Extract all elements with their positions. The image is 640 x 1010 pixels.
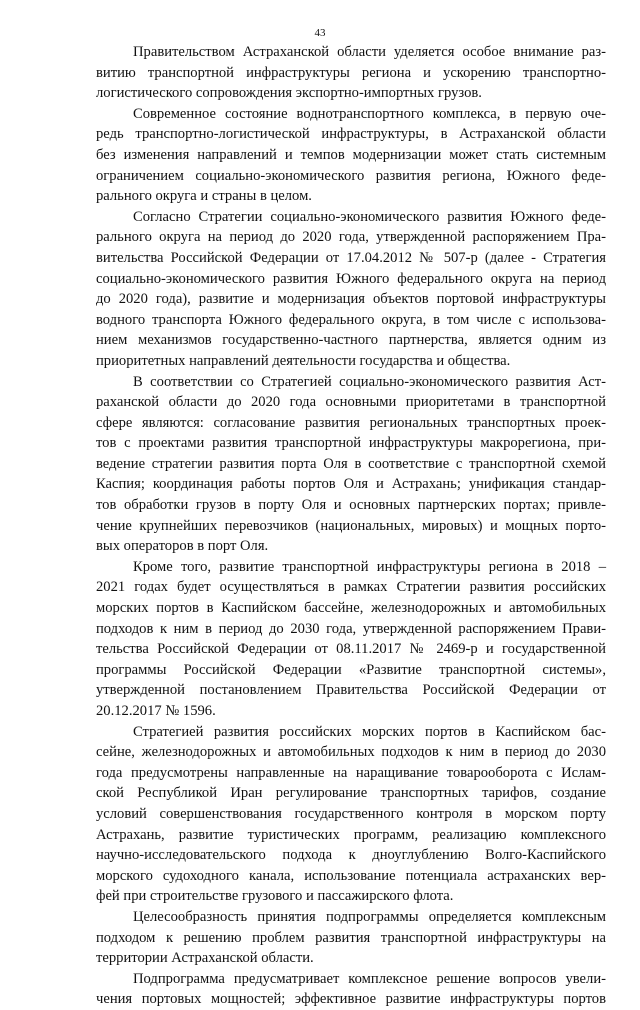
paragraph-line: сфере являются: согласование развития региональных транспортных проек- bbox=[96, 414, 606, 431]
paragraph-line: Стратегией развития российских морских портов в Каспийском бас- bbox=[133, 723, 606, 740]
paragraph-line: ведение стратегии развития порта Оля в соответствие с транспортной схемой bbox=[96, 455, 606, 472]
paragraph bbox=[96, 42, 606, 104]
paragraph-line: социально-экономического развития Южного федерального округа на период bbox=[96, 270, 606, 287]
paragraph-line: подходов к ним в период до 2030 года, утвержденной распоряжением Прави- bbox=[96, 620, 606, 637]
paragraph-line: Астрахань, развитие туристических программ, реализацию комплексного bbox=[96, 826, 606, 843]
paragraph-line: вительства Российской Федерации от 17.04.2012 № 507-р (далее - Стратегия bbox=[96, 249, 606, 266]
paragraph-line: раханской области до 2020 года основными приоритетами в транспортной bbox=[96, 394, 606, 411]
paragraph bbox=[96, 722, 606, 907]
paragraph-line: вых операторов в порт Оля. bbox=[96, 538, 269, 555]
paragraph-line: условий совершенствования государственного контроля в морском порту bbox=[96, 805, 606, 822]
paragraph bbox=[96, 907, 606, 969]
paragraph-line: тов с проектами развития транспортной инфраструктуры макрорегиона, при- bbox=[96, 435, 606, 452]
paragraph-line: тельства Российской Федерации от 08.11.2017 № 2469-р и государственной bbox=[96, 641, 606, 658]
paragraph bbox=[96, 104, 606, 207]
paragraph-line: года предусмотрены направленные на наращивание товарооборота с Ислам- bbox=[96, 764, 606, 781]
paragraph bbox=[96, 372, 606, 557]
paragraph-line: Подпрограмма предусматривает комплексное решение вопросов увели- bbox=[133, 970, 606, 987]
paragraph-line: водного транспорта Южного федерального округа, в том числе с использова- bbox=[96, 311, 606, 328]
paragraph-line: 20.12.2017 № 1596. bbox=[96, 703, 216, 719]
paragraph-line: до 2020 года), развитие и модернизация объектов портовой инфраструктуры bbox=[96, 291, 606, 308]
paragraph-line: 2021 годах будет осуществляться в рамках Стратегии развития российских bbox=[96, 579, 606, 596]
paragraph bbox=[96, 969, 606, 1010]
paragraph-line: Современное состояние воднотранспортного комплекса, в первую оче- bbox=[133, 105, 606, 122]
paragraph-line: Каспия; координация работы портов Оля и Астрахань; унификация стандар- bbox=[96, 476, 606, 493]
paragraph-line: ограничением социально-экономического развития региона, Южного феде- bbox=[96, 167, 606, 184]
paragraph-line: чения портовых мощностей; эффективное развитие инфраструктуры портов bbox=[96, 991, 606, 1008]
paragraph bbox=[96, 207, 606, 372]
paragraph-line: рального округа и страны в целом. bbox=[96, 188, 312, 205]
paragraph-line: редь транспортно-логистической инфраструктуры, в Астраханской области bbox=[96, 126, 606, 143]
paragraph bbox=[96, 557, 606, 722]
paragraph-line: Кроме того, развитие транспортной инфраструктуры региона в 2018 – bbox=[133, 558, 606, 575]
paragraph-line: логистического сопровождения экспортно-импортных грузов. bbox=[96, 85, 482, 102]
paragraph-line: приоритетных направлений деятельности государства и общества. bbox=[96, 352, 511, 369]
paragraph-line: чение крупнейших перевозчиков (национальных, мировых) и мощных порто- bbox=[96, 517, 606, 534]
paragraph-line: подходом к решению проблем развития транспортной инфраструктуры на bbox=[96, 929, 606, 946]
paragraph-line: рального округа на период до 2020 года, утвержденной распоряжением Пра- bbox=[96, 229, 606, 246]
paragraph-line: сейне, железнодорожных и автомобильных подходов к ним в период до 2030 bbox=[96, 744, 606, 761]
paragraph-line: ской Республикой Иран регулирование транспортных тарифов, создание bbox=[96, 785, 606, 802]
paragraph-line: витию транспортной инфраструктуры региона и ускорению транспортно- bbox=[96, 64, 606, 81]
paragraph-line: программы Российской Федерации «Развитие транспортной системы», bbox=[96, 661, 606, 678]
paragraph-line: научно-исследовательского подхода к дноуглублению Волго-Каспийского bbox=[96, 847, 606, 864]
document-body bbox=[96, 42, 606, 1010]
paragraph-line: Правительством Астраханской области уделяется особое внимание раз- bbox=[133, 44, 606, 60]
paragraph-line: В соответствии со Стратегией социально-экономического развития Аст- bbox=[133, 373, 606, 390]
paragraph-line: без изменения направлений и темпов модернизации может стать системным bbox=[96, 146, 606, 163]
paragraph-line: тов обработки грузов в порту Оля и основных партнерских портах; привле- bbox=[96, 497, 606, 514]
paragraph-line: утвержденной постановлением Правительства Российской Федерации от bbox=[96, 682, 606, 699]
paragraph-line: нием механизмов государственно-частного партнерства, является одним из bbox=[96, 332, 606, 349]
paragraph-line: фей при строительстве грузового и пассажирского флота. bbox=[96, 888, 454, 905]
page-number: 43 bbox=[314, 27, 326, 39]
paragraph-line: территории Астраханской области. bbox=[96, 950, 314, 967]
paragraph-line: Согласно Стратегии социально-экономического развития Южного феде- bbox=[133, 208, 606, 225]
paragraph-line: морских портов в Каспийском бассейне, железнодорожных и автомобильных bbox=[96, 600, 606, 617]
paragraph-line: Целесообразность принятия подпрограммы определяется комплексным bbox=[133, 908, 606, 925]
paragraph-line: морского судоходного канала, использование потенциала астраханских вер- bbox=[96, 867, 606, 884]
